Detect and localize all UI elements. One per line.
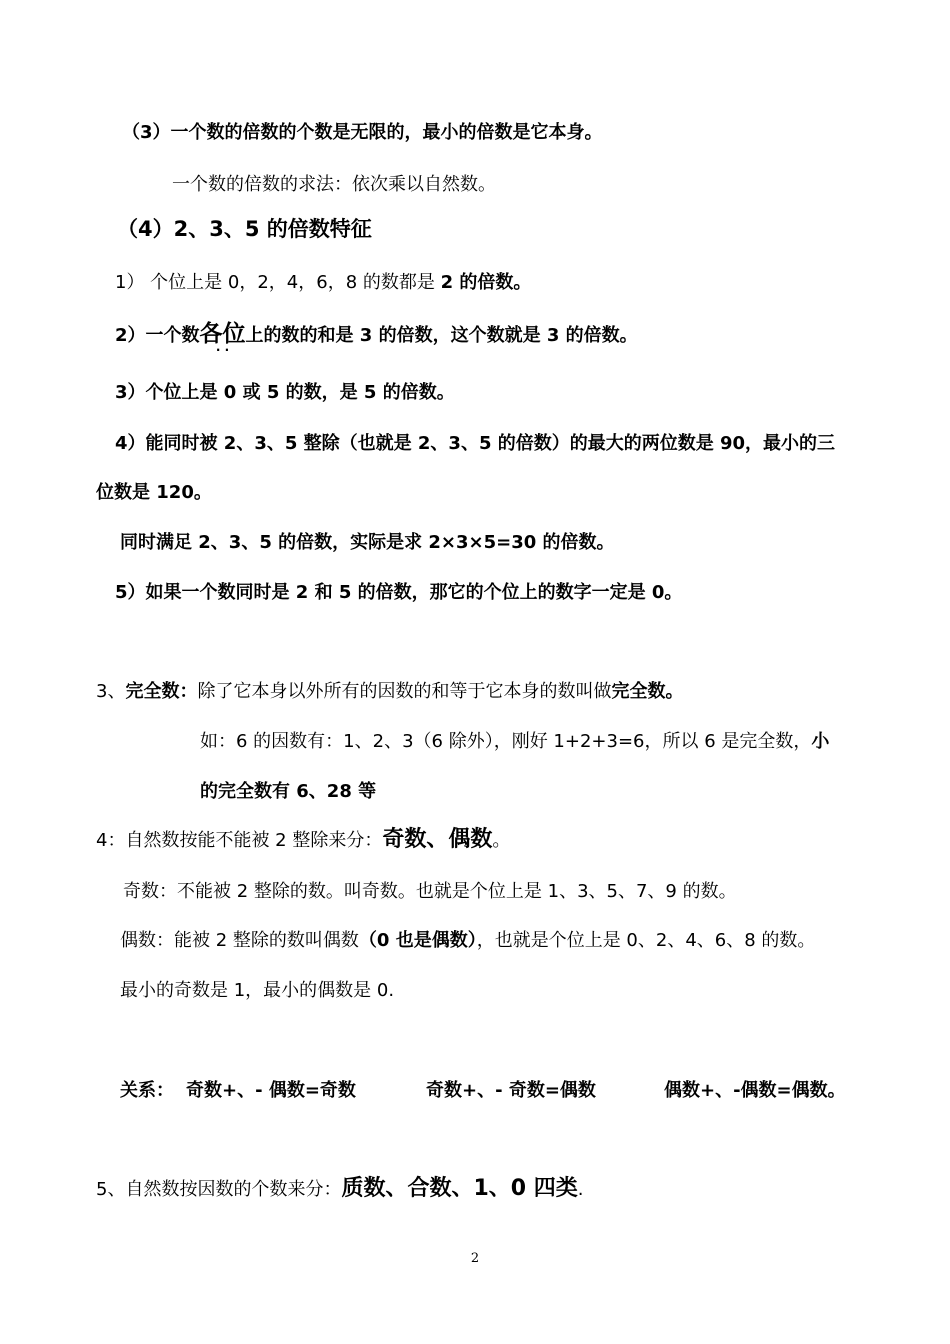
even-definition xyxy=(120,929,815,953)
rule-4-line-1: 4）能同时被 2、3、5 整除（也就是 2、3、5 的倍数）的最大的两位数是 90，最小的三 xyxy=(115,433,836,454)
rule-2-text-b: 上的数的和是 3 的倍数，这个数就是 3 的倍数。 xyxy=(245,325,638,346)
perfect-number-definition xyxy=(96,680,683,704)
section-heading-2-3-5: （4）2、3、5 的倍数特征 xyxy=(117,217,372,241)
perfect-number-example-text: 如：6 的因数有：1、2、3（6 除外），刚好 1+2+3=6，所以 6 是完全数， xyxy=(200,731,812,752)
perfect-number-example-line-2: 的完全数有 6、28 等 xyxy=(200,781,377,802)
factor-classification-end: . xyxy=(577,1179,584,1200)
relation-3: 偶数+、-偶数=偶数。 xyxy=(664,1080,846,1101)
even-text-a: 偶数：能被 2 整除的数叫偶数 xyxy=(120,930,359,951)
rule-1-text: 1） 个位上是 0，2，4，6，8 的数都是 xyxy=(115,272,441,293)
rule-5: 5）如果一个数同时是 2 和 5 的倍数，那它的个位上的数字一定是 0。 xyxy=(115,582,683,603)
multiples-method: 一个数的倍数的求法：依次乘以自然数。 xyxy=(172,174,496,195)
odd-even-text: 4：自然数按能不能被 2 整除来分： xyxy=(96,830,383,851)
rule-1-bold: 2 的倍数。 xyxy=(440,272,532,293)
multiples-property-3: （3）一个数的倍数的个数是无限的，最小的倍数是它本身。 xyxy=(122,122,603,143)
rule-3: 3）个位上是 0 或 5 的数，是 5 的倍数。 xyxy=(115,382,455,403)
odd-even-classification xyxy=(96,828,510,853)
even-text-c: ，也就是个位上是 0、2、4、6、8 的数。 xyxy=(476,930,816,951)
rule-1 xyxy=(115,271,531,295)
rule-2 xyxy=(115,321,638,357)
factor-classification xyxy=(96,1177,583,1202)
perfect-number-term: 完全数： xyxy=(125,681,198,702)
perfect-number-example-bold: 小 xyxy=(811,731,830,752)
rule-4-line-2: 位数是 120。 xyxy=(96,482,212,503)
rule-2-emphasis xyxy=(199,321,246,357)
odd-even-end: 。 xyxy=(492,830,511,851)
odd-definition: 奇数：不能被 2 整除的数。叫奇数。也就是个位上是 1、3、5、7、9 的数。 xyxy=(123,881,737,902)
factor-classification-text: 5、自然数按因数的个数来分： xyxy=(96,1179,342,1200)
rule-2-emphasis-text: 各位 xyxy=(199,321,246,347)
emphasis-dots: · · xyxy=(215,343,230,357)
factor-classification-emphasis: 质数、合数、1、0 四类 xyxy=(341,1176,578,1201)
relation-label: 关系： xyxy=(120,1080,174,1101)
odd-even-emphasis: 奇数、偶数 xyxy=(382,827,493,852)
perfect-number-example xyxy=(200,730,829,754)
rule-2-text-a: 2）一个数 xyxy=(115,325,200,346)
relation-1: 奇数+、- 偶数=奇数 xyxy=(186,1080,356,1101)
min-odd-even: 最小的奇数是 1，最小的偶数是 0. xyxy=(120,980,395,1001)
relation-2: 奇数+、- 奇数=偶数 xyxy=(426,1080,596,1101)
perfect-number-text: 除了它本身以外所有的因数的和等于它本身的数叫做 xyxy=(197,681,612,702)
section-3-prefix: 3、 xyxy=(96,681,126,702)
page-number: 2 xyxy=(470,1251,480,1266)
even-bold: （0 也是偶数） xyxy=(358,930,477,951)
rule-4-note: 同时满足 2、3、5 的倍数，实际是求 2×3×5=30 的倍数。 xyxy=(120,532,615,553)
perfect-number-term-2: 完全数。 xyxy=(611,681,684,702)
